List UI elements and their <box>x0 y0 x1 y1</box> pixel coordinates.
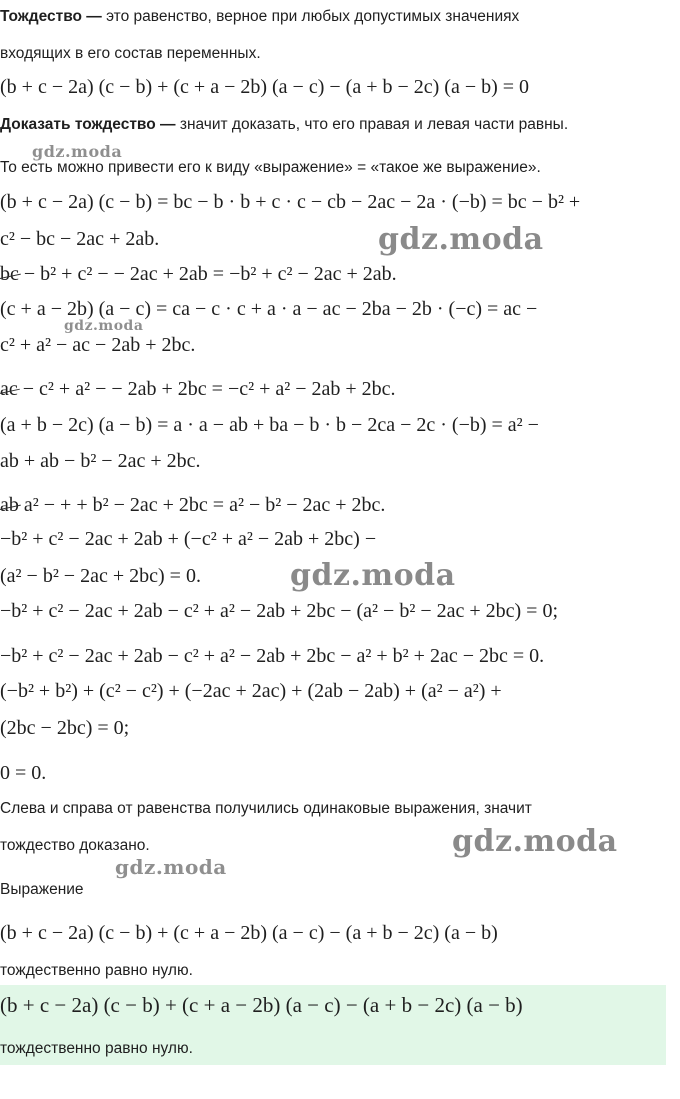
answer-expression: (b + c − 2a) (c − b) + (c + a − 2b) (a − c) − (a + b − 2c) (a − b) <box>0 993 523 1017</box>
main-equation: (b + c − 2a) (c − b) + (c + a − 2b) (a − c) − (a + b − 2c) (a − b) = 0 <box>0 76 530 98</box>
prove-hint: То есть можно привести его к виду «выражение» = «такое же выражение». <box>0 159 541 176</box>
step-3a: (a + b − 2c) (a − b) = a · a − ab + ba − b · b − 2ca − 2c · (−b) = a² − <box>0 414 539 436</box>
step-2c <box>0 378 396 401</box>
expression-label: Выражение <box>0 881 84 898</box>
step-2b: c² + a² − ac − 2ab + 2bc. <box>0 334 196 356</box>
struck-term: ab <box>0 494 19 516</box>
identity-term: Тождество — <box>0 8 102 25</box>
prove-term: Доказать тождество — <box>0 116 176 133</box>
prove-line <box>0 116 568 134</box>
answer-result: тождественно равно нулю. <box>0 1040 193 1057</box>
step-7b: (2bc − 2bc) = 0; <box>0 717 130 739</box>
step-1c-text: − b² + c² − − 2ac + 2ab = −b² + c² − 2ac + 2ab. <box>23 263 397 285</box>
step-3c <box>0 494 385 517</box>
step-2a: (c + a − 2b) (a − c) = ca − c · c + a · a − ac − 2ba − 2b · (−c) = ac − <box>0 298 538 320</box>
expression: (b + c − 2a) (c − b) + (c + a − 2b) (a − c) − (a + b − 2c) (a − b) <box>0 922 498 944</box>
step-1a: (b + c − 2a) (c − b) = bc − b · b + c · c − cb − 2ac − 2a · (−b) = bc − b² + <box>0 191 581 213</box>
step-3c-text: a² − + + b² − 2ac + 2bc = a² − b² − 2ac + 2bc. <box>23 494 386 516</box>
struck-term: ac <box>0 378 18 400</box>
watermark: gdz.moda <box>32 142 123 161</box>
watermark: gdz.moda <box>115 855 227 879</box>
watermark: gdz.moda <box>378 222 544 257</box>
step-8: 0 = 0. <box>0 762 47 784</box>
watermark: gdz.moda <box>452 824 618 859</box>
step-1c <box>0 263 397 286</box>
expression-result: тождественно равно нулю. <box>0 962 193 979</box>
step-5: −b² + c² − 2ac + 2ab − c² + a² − 2ab + 2bc − (a² − b² − 2ac + 2bc) = 0; <box>0 600 559 622</box>
definition-line-2: входящих в его состав переменных. <box>0 45 261 62</box>
step-4b: (a² − b² − 2ac + 2bc) = 0. <box>0 565 201 587</box>
prove-definition: значит доказать, что его правая и левая части равны. <box>175 116 569 133</box>
step-1b: c² − bc − 2ac + 2ab. <box>0 228 160 250</box>
conclusion-line-2: тождество доказано. <box>0 837 150 854</box>
definition-line-1 <box>0 8 519 26</box>
identity-definition: это равенство, верное при любых допустимых значениях <box>101 8 520 25</box>
step-3b: ab + ab − b² − 2ac + 2bc. <box>0 450 201 472</box>
step-2c-text: − c² + a² − − 2ab + 2bc = −c² + a² − 2ab + 2bc. <box>22 378 396 400</box>
watermark: gdz.moda <box>290 558 456 593</box>
step-6: −b² + c² − 2ac + 2ab − c² + a² − 2ab + 2bc − a² + b² + 2ac − 2bc = 0. <box>0 645 545 667</box>
struck-term: bc <box>0 263 19 285</box>
watermark: gdz.moda <box>64 318 144 334</box>
conclusion-line-1: Слева и справа от равенства получились одинаковые выражения, значит <box>0 800 532 817</box>
step-7a: (−b² + b²) + (c² − c²) + (−2ac + 2ac) + (2ab − 2ab) + (a² − a²) + <box>0 680 502 702</box>
step-4a: −b² + c² − 2ac + 2ab + (−c² + a² − 2ab + 2bc) − <box>0 528 377 550</box>
